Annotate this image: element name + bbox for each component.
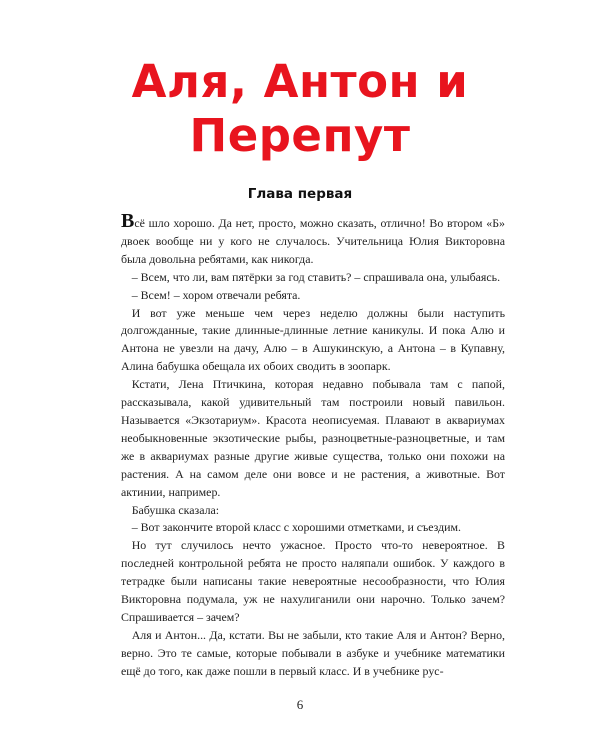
paragraph-1-text: сё шло хорошо. Да нет, просто, можно сказать, отлично! Во втором «Б» двоек вообще ни у кого не случалось. Учительница Юлия Викторовна была довольна ребятами, как никогда. [121,216,505,266]
paragraph-1 [121,210,505,269]
chapter-body [121,210,505,681]
paragraph-2: – Всем, что ли, вам пятёрки за год ставить? – спрашивала она, улыбаясь. [131,269,501,284]
book-title-line-2: Перепут [189,109,411,162]
paragraph-9: Аля и Антон... Да, кстати. Вы не забыли, кто такие Аля и Антон? Верно, верно. Это те самые, которые побывали в азбуке и учебнике математики ещё до того, как даже пошли в первый класс. И в учебнике рус- [121,627,505,678]
page-number: 6 [296,697,304,712]
paragraph-8: Но тут случилось нечто ужасное. Просто что-то невероятное. В последней контрольной ребята не просто наляпали ошибок. У каждого в тетрадке были написаны такие невероятные несообразности, что Юлия Викторовна подумала, уж не нахулиганили они нарочно. Только зачем? Спрашивается – зачем? [121,538,505,624]
paragraph-3: – Всем! – хором отвечали ребята. [131,287,301,302]
chapter-heading: Глава первая [247,186,353,202]
paragraph-4: И вот уже меньше чем через неделю должны были наступить долгожданные, такие длинные-длинные летние каникулы. И пока Алю и Антона не увезли на дачу, Алю – в Ашукинскую, а Антона – в Купавну, Алина бабушка обещала их обоих сводить в зоопарк. [121,305,505,374]
book-title [0,55,600,163]
paragraph-6: Бабушка сказала: [131,502,220,517]
paragraph-5: Кстати, Лена Птичкина, которая недавно побывала там с папой, рассказывала, какой удивительный там построили новый павильон. Называется «Экзотариум». Красота неописуемая. Плавают в аквариумах необыкновенные экзотические рыбы, разноцветные-разноцветные, и там же в аквариумах разные другие живые существа, только они похожи на растения. А на самом деле они вовсе и не растения, а животные. Вот актинии, например. [121,377,505,499]
drop-cap: В [121,210,135,232]
paragraph-7: – Вот закончите второй класс с хорошими отметками, и съездим. [131,520,462,535]
book-title-line-1: Аля, Антон и [131,55,469,108]
